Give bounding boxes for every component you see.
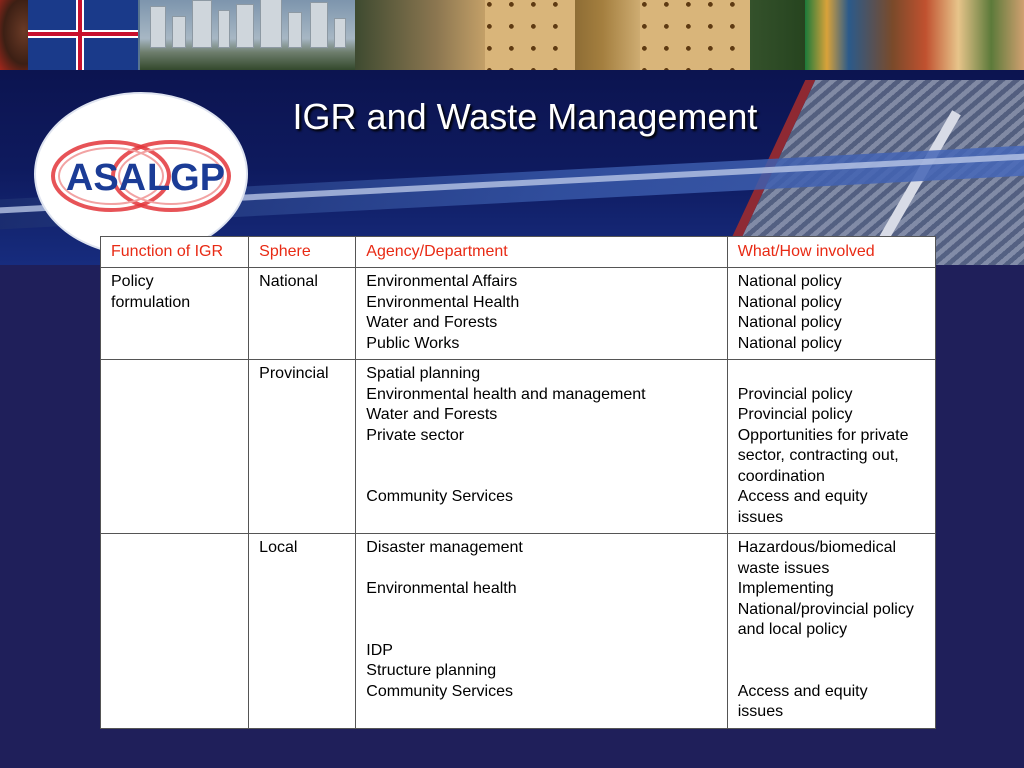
cell-agency	[356, 360, 727, 534]
cell-line: sector, contracting out,	[737, 447, 899, 464]
cell-function	[101, 534, 249, 729]
cell-line: Access and equity	[737, 682, 868, 700]
banner-photo-people	[805, 0, 1024, 70]
cell-line: Public Works	[366, 334, 460, 352]
cell-line	[738, 364, 925, 385]
igr-table	[100, 236, 936, 729]
slide-title: IGR and Waste Management	[292, 96, 758, 137]
cell-line: waste issues	[737, 559, 830, 577]
cell-line: Opportunities for private	[737, 426, 909, 444]
cell-line: National policy	[737, 314, 842, 331]
banner-photo-city	[140, 0, 355, 70]
cell-line: Private sector	[366, 426, 465, 444]
header-agency: Agency/Department	[356, 237, 727, 268]
cell-involved	[727, 360, 935, 534]
cell-line: Community Services	[366, 682, 513, 700]
photo-banner	[0, 0, 1024, 70]
cell-line	[366, 467, 716, 488]
cell-line: Policy	[111, 273, 154, 290]
cell-line: National policy	[737, 334, 842, 352]
logo-text-right: LGP	[146, 157, 226, 199]
table-row	[101, 268, 936, 360]
cell-function	[101, 268, 249, 360]
table-row	[101, 534, 936, 729]
cell-line: Environmental health	[366, 580, 517, 597]
cell-line: National policy	[737, 293, 842, 311]
cell-sphere: Local	[249, 534, 356, 729]
cell-line: Access and equity	[737, 488, 868, 505]
cell-line	[366, 446, 716, 467]
cell-line: Environmental health and management	[366, 385, 646, 403]
header-function: Function of IGR	[101, 237, 249, 268]
table-header-row	[101, 237, 936, 268]
cell-line	[738, 661, 925, 682]
cell-line: Environmental Affairs	[366, 273, 518, 290]
cell-line: Provincial policy	[737, 406, 853, 423]
cell-line: issues	[737, 508, 784, 526]
header-sphere: Sphere	[249, 237, 356, 268]
cell-line: National policy	[737, 273, 842, 290]
cell-line	[738, 641, 925, 662]
logo-text-left: ASA	[65, 157, 147, 199]
cell-line: Structure planning	[366, 662, 497, 679]
cell-line: Community Services	[366, 488, 513, 505]
cell-line: National/provincial policy	[737, 600, 914, 618]
banner-photo-animals	[355, 0, 805, 70]
header-involved: What/How involved	[727, 237, 935, 268]
cell-line: Water and Forests	[366, 406, 498, 423]
cell-line: Environmental Health	[366, 293, 520, 311]
cell-line: Spatial planning	[366, 365, 481, 382]
cell-line: formulation	[111, 293, 191, 311]
cell-sphere: Provincial	[249, 360, 356, 534]
cell-function	[101, 360, 249, 534]
cell-line: Provincial policy	[737, 385, 853, 403]
cell-involved	[727, 534, 935, 729]
cell-line	[366, 620, 716, 641]
cell-line: Water and Forests	[366, 314, 498, 331]
cell-line: Implementing	[737, 580, 834, 597]
logo-rings-icon	[36, 94, 246, 254]
cell-involved	[727, 268, 935, 360]
cell-line: IDP	[366, 641, 393, 659]
cell-line: coordination	[737, 467, 825, 485]
cell-agency	[356, 268, 727, 360]
cell-line: and local policy	[737, 621, 848, 638]
cell-line: Hazardous/biomedical	[737, 539, 897, 556]
asalgp-logo	[36, 94, 246, 254]
cell-sphere: National	[249, 268, 356, 360]
cell-line: Disaster management	[366, 539, 523, 556]
banner-photo-flag	[28, 0, 138, 70]
table-row	[101, 360, 936, 534]
cell-line	[366, 600, 716, 621]
cell-line: issues	[737, 703, 784, 720]
cell-agency	[356, 534, 727, 729]
cell-line	[366, 559, 716, 580]
